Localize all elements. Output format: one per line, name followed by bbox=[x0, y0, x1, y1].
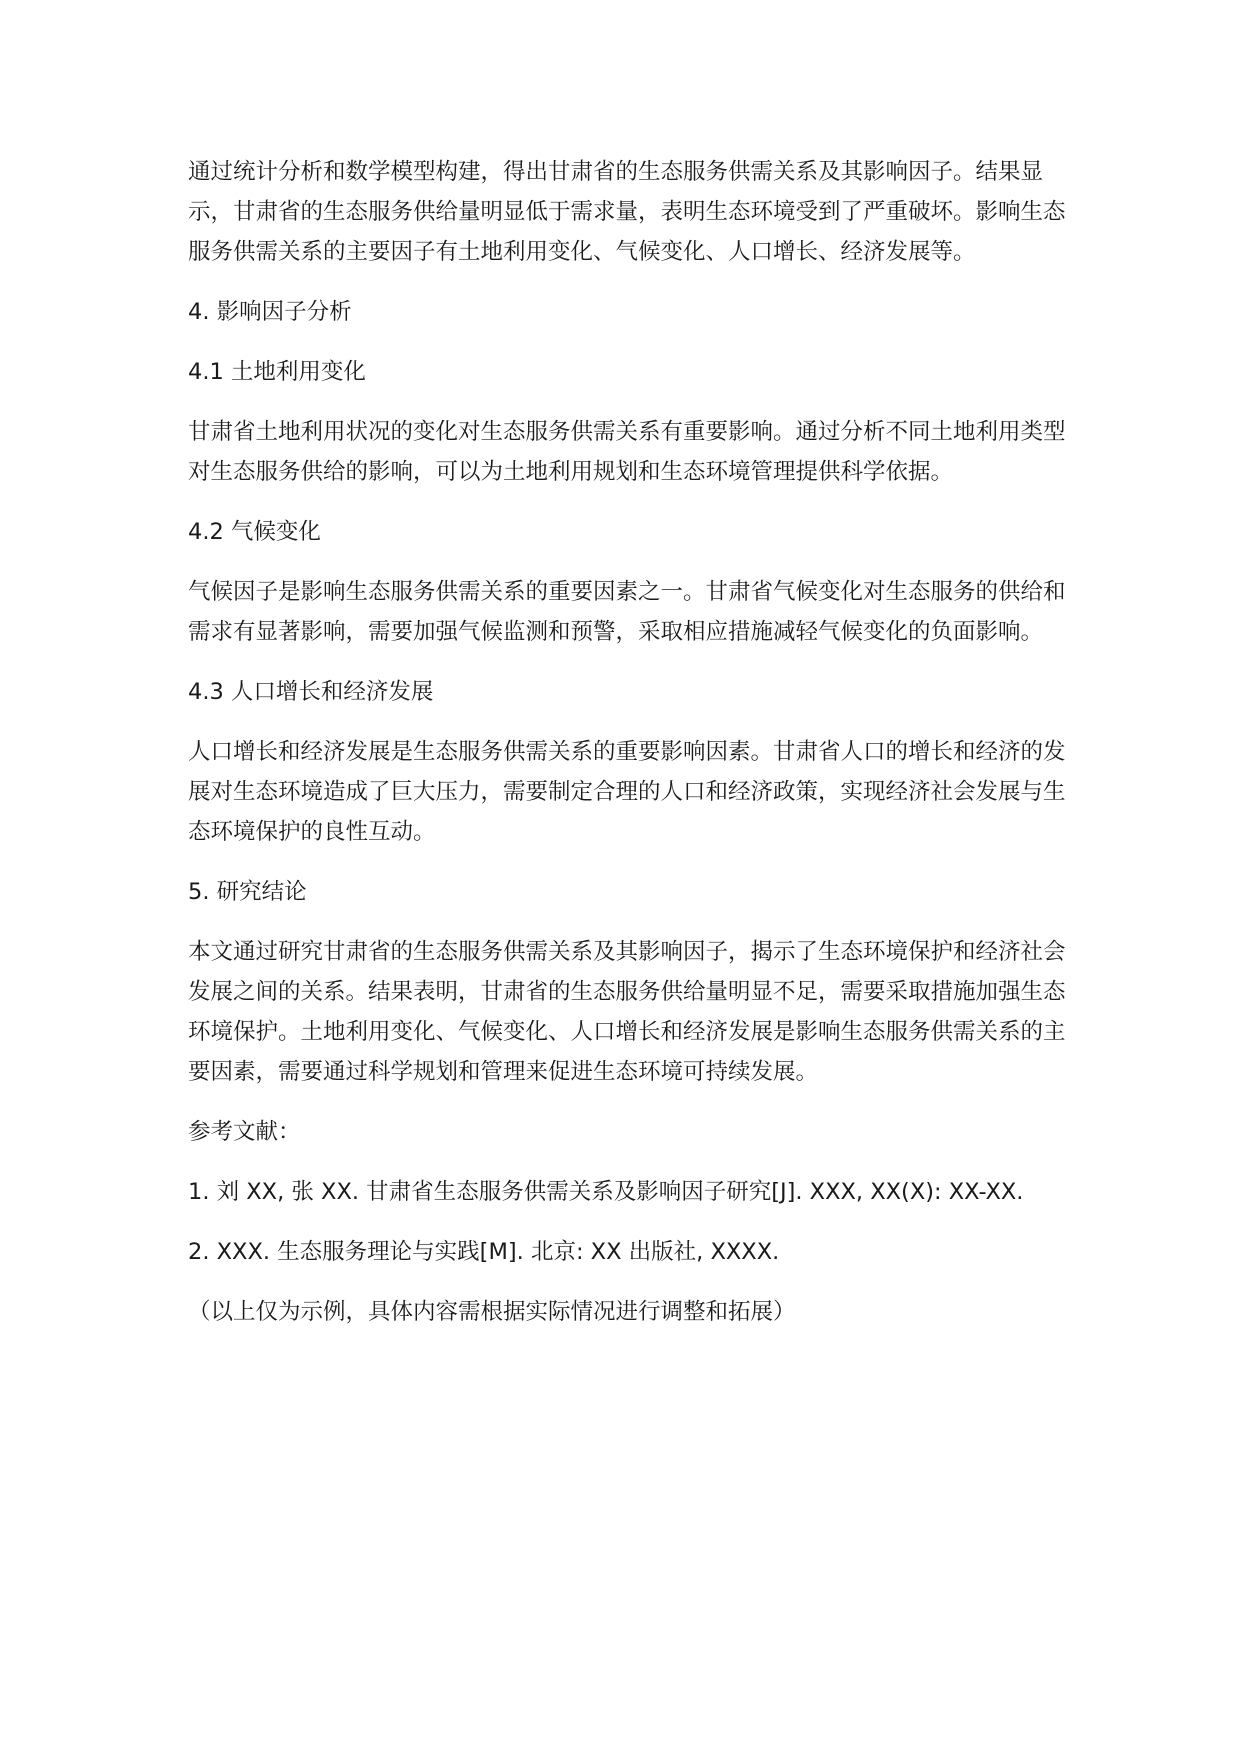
closing-note: （以上仅为示例，具体内容需根据实际情况进行调整和拓展） bbox=[188, 1299, 796, 1325]
paragraph-climate: 气候因子是影响生态服务供需关系的重要因素之一。甘肃省气候变化对生态服务的供给和需求有显著影响，需要加强气候监测和预警，采取相应措施减轻气候变化的负面影响。 bbox=[188, 579, 1066, 645]
section-heading-4-2: 4.2 气候变化 bbox=[188, 519, 321, 545]
paragraph-land-use: 甘肃省土地利用状况的变化对生态服务供需关系有重要影响。通过分析不同土地利用类型对生态服务供给的影响，可以为土地利用规划和生态环境管理提供科学依据。 bbox=[188, 419, 1066, 485]
paragraph-population-economy: 人口增长和经济发展是生态服务供需关系的重要影响因素。甘肃省人口的增长和经济的发展对生态环境造成了巨大压力，需要制定合理的人口和经济政策，实现经济社会发展与生态环境保护的良性互动。 bbox=[188, 739, 1066, 845]
section-heading-4-1: 4.1 土地利用变化 bbox=[188, 359, 366, 385]
section-heading-4-3: 4.3 人口增长和经济发展 bbox=[188, 679, 434, 705]
paragraph-conclusion: 本文通过研究甘肃省的生态服务供需关系及其影响因子，揭示了生态环境保护和经济社会发展之间的关系。结果表明，甘肃省的生态服务供给量明显不足，需要采取措施加强生态环境保护。土地利用变化、气候变化、人口增长和经济发展是影响生态服务供需关系的主要因素，需要通过科学规划和管理来促进生态环境可持续发展。 bbox=[188, 939, 1066, 1085]
reference-item-2: 2. XXX. 生态服务理论与实践[M]. 北京: XX 出版社, XXXX. bbox=[188, 1239, 780, 1265]
section-heading-5: 5. 研究结论 bbox=[188, 879, 307, 905]
references-heading: 参考文献： bbox=[188, 1119, 301, 1145]
document-body bbox=[188, 152, 1068, 1352]
paragraph-results-summary: 通过统计分析和数学模型构建，得出甘肃省的生态服务供需关系及其影响因子。结果显示，甘肃省的生态服务供给量明显低于需求量，表明生态环境受到了严重破坏。影响生态服务供需关系的主要因子有土地利用变化、气候变化、人口增长、经济发展等。 bbox=[188, 159, 1066, 265]
section-heading-4: 4. 影响因子分析 bbox=[188, 299, 352, 325]
reference-item-1: 1. 刘 XX, 张 XX. 甘肃省生态服务供需关系及影响因子研究[J]. XXX, XX(X): XX-XX. bbox=[188, 1179, 1024, 1205]
